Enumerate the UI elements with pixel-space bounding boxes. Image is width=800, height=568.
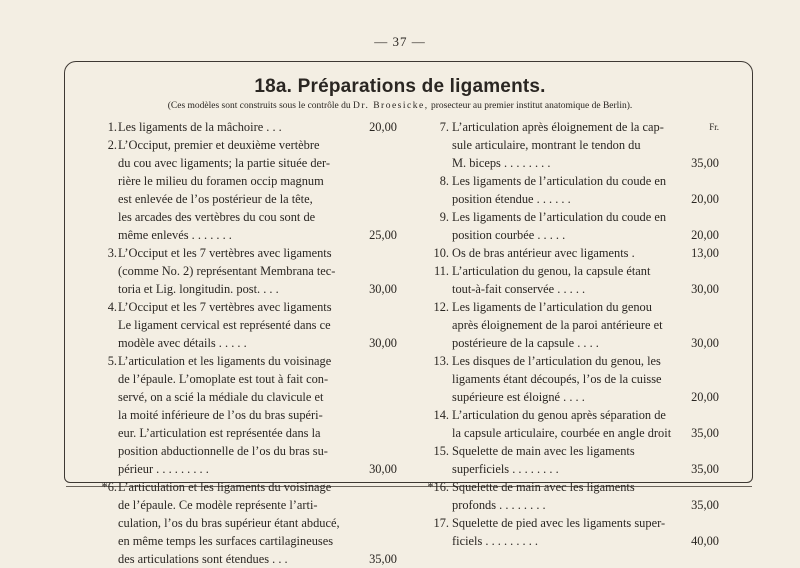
list-item <box>96 478 397 496</box>
list-item <box>96 280 397 298</box>
item-text: L’articulation après éloignement de la cap- <box>452 120 664 134</box>
item-text: Les disques de l’articulation du genou, les <box>452 354 661 368</box>
list-item <box>96 442 397 460</box>
list-item <box>96 334 397 352</box>
item-text: les arcades des vertèbres du cou sont de <box>118 210 316 224</box>
item-text: ligaments étant découpés, l’os de la cuisse <box>452 372 662 386</box>
item-price: 20,00 <box>369 120 397 134</box>
list-item <box>428 388 719 406</box>
list-item <box>96 406 397 424</box>
list-item <box>428 172 719 190</box>
item-text: position courbée . . . . . <box>452 228 566 242</box>
list-item <box>96 172 397 190</box>
item-text: est enlevée de l’os postérieur de la tête, <box>118 192 313 206</box>
item-text: Les ligaments de l’articulation du genou <box>452 300 652 314</box>
item-price: 30,00 <box>369 336 397 350</box>
item-number: 8. <box>439 174 449 188</box>
item-text: Le ligament cervical est représenté dans ce <box>118 318 331 332</box>
item-text: L’articulation du genou, la capsule étant <box>452 264 651 278</box>
list-item <box>96 298 397 316</box>
item-number: 17. <box>433 516 449 530</box>
list-item <box>96 316 397 334</box>
subtitle-name: Dr. Broesicke, <box>352 101 429 111</box>
item-text: de l’épaule. L’omoplate est tout à fait con- <box>118 372 329 386</box>
item-number: *16. <box>427 480 449 494</box>
item-text: de l’épaule. Ce modèle représente l’arti- <box>118 498 318 512</box>
item-text: L’Occiput et les 7 vertèbres avec ligaments <box>118 300 332 314</box>
item-number: 11. <box>433 264 449 278</box>
item-price: 20,00 <box>691 192 719 206</box>
list-item <box>96 208 397 226</box>
item-text: après éloignement de la paroi antérieure et <box>452 318 663 332</box>
item-number: 13. <box>433 354 449 368</box>
item-price: 40,00 <box>691 534 719 548</box>
list-item <box>96 496 397 514</box>
item-text: Les ligaments de la mâchoire . . . <box>118 120 282 134</box>
item-price: 25,00 <box>369 228 397 242</box>
item-number: 3. <box>107 246 117 260</box>
list-item <box>428 208 719 226</box>
item-number: *6. <box>101 480 117 494</box>
list-item <box>428 118 719 136</box>
currency-label: Fr. <box>709 122 719 132</box>
item-text: position étendue . . . . . . <box>452 192 571 206</box>
list-item <box>428 244 719 262</box>
list-item <box>96 388 397 406</box>
item-price: 35,00 <box>369 552 397 566</box>
item-text: eur. L’articulation est représentée dans la <box>118 426 321 440</box>
item-text: la capsule articulaire, courbée en angle droit <box>452 426 672 440</box>
item-price: 13,00 <box>691 246 719 260</box>
item-text: toria et Lig. longitudin. post. . . . <box>118 282 279 296</box>
item-text: supérieure est éloigné . . . . <box>452 390 585 404</box>
item-text: des articulations sont étendues . . . <box>118 552 288 566</box>
item-number: 9. <box>439 210 449 224</box>
item-number: 14. <box>433 408 449 422</box>
item-text: rière le milieu du foramen occip magnum <box>118 174 324 188</box>
item-price: 20,00 <box>691 228 719 242</box>
right-column <box>428 118 719 550</box>
list-item <box>428 136 719 154</box>
page-number: — 37 — <box>374 34 426 49</box>
item-text: Les ligaments de l’articulation du coude en <box>452 210 667 224</box>
list-item <box>428 532 719 550</box>
item-text: servé, on a scié la médiale du clavicule et <box>118 390 324 404</box>
item-text: superficiels . . . . . . . . <box>452 462 559 476</box>
subtitle-before: (Ces modèles sont construits sous le contrôle du <box>167 101 351 111</box>
list-item <box>96 190 397 208</box>
list-item <box>428 442 719 460</box>
item-text: L’articulation et les ligaments du voisinage <box>118 354 332 368</box>
list-item <box>96 226 397 244</box>
list-item <box>428 280 719 298</box>
list-item <box>428 460 719 478</box>
item-text: même enlevés . . . . . . . <box>118 228 232 242</box>
item-text: ficiels . . . . . . . . . <box>452 534 539 548</box>
list-item <box>96 514 397 532</box>
item-price: 35,00 <box>691 462 719 476</box>
list-item <box>428 334 719 352</box>
list-item <box>428 154 719 172</box>
item-text: profonds . . . . . . . . <box>452 498 546 512</box>
item-text: du cou avec ligaments; la partie située der- <box>118 156 331 170</box>
list-item <box>428 514 719 532</box>
item-text: Squelette de main avec les ligaments <box>452 480 635 494</box>
item-text: tout-à-fait conservée . . . . . <box>452 282 586 296</box>
list-item <box>428 226 719 244</box>
item-price: 20,00 <box>691 390 719 404</box>
item-text: la moité inférieure de l’os du bras supéri- <box>118 408 323 422</box>
list-item <box>428 406 719 424</box>
list-item <box>428 370 719 388</box>
list-item <box>96 136 397 154</box>
item-text: Squelette de main avec les ligaments <box>452 444 635 458</box>
item-price: 35,00 <box>691 498 719 512</box>
item-text: périeur . . . . . . . . . <box>118 462 209 476</box>
item-text: sule articulaire, montrant le tendon du <box>452 138 641 152</box>
item-text: Les ligaments de l’articulation du coude en <box>452 174 667 188</box>
item-number: 10. <box>433 246 449 260</box>
item-number: 5. <box>107 354 117 368</box>
item-price: 30,00 <box>369 462 397 476</box>
item-price: 30,00 <box>369 282 397 296</box>
list-item <box>428 478 719 496</box>
list-item <box>96 154 397 172</box>
item-number: 7. <box>439 120 449 134</box>
item-text: postérieure de la capsule . . . . <box>452 336 599 350</box>
list-item <box>96 118 397 136</box>
item-text: Squelette de pied avec les ligaments super- <box>452 516 666 530</box>
item-text: en même temps les surfaces cartilagineuses <box>118 534 334 548</box>
list-item <box>96 370 397 388</box>
left-column <box>96 118 397 568</box>
item-price: 30,00 <box>691 336 719 350</box>
item-text: L’Occiput, premier et deuxième vertèbre <box>118 138 320 152</box>
item-price: 30,00 <box>691 282 719 296</box>
list-item <box>428 262 719 280</box>
item-text: modèle avec détails . . . . . <box>118 336 247 350</box>
list-item <box>96 424 397 442</box>
item-text: L’articulation et les ligaments du voisinage <box>118 480 332 494</box>
list-item <box>428 424 719 442</box>
item-number: 4. <box>107 300 117 314</box>
item-number: 15. <box>433 444 449 458</box>
section-subtitle <box>0 101 800 111</box>
item-price: 35,00 <box>691 426 719 440</box>
item-number: 12. <box>433 300 449 314</box>
list-item <box>96 550 397 568</box>
item-number: 1. <box>107 120 117 134</box>
item-text: L’Occiput et les 7 vertèbres avec ligaments <box>118 246 332 260</box>
item-text: L’articulation du genou après séparation de <box>452 408 666 422</box>
item-text: Os de bras antérieur avec ligaments . <box>452 246 635 260</box>
item-text: position abductionnelle de l’os du bras su- <box>118 444 328 458</box>
item-number: 2. <box>107 138 117 152</box>
list-item <box>96 532 397 550</box>
list-item <box>428 298 719 316</box>
subtitle-after: prosecteur au premier institut anatomique de Berlin). <box>430 101 633 111</box>
list-item <box>428 496 719 514</box>
item-text: culation, l’os du bras supérieur étant abducé, <box>118 516 340 530</box>
list-item <box>96 460 397 478</box>
section-title: 18a. Préparations de ligaments. <box>254 76 546 97</box>
list-item <box>96 262 397 280</box>
list-item <box>96 244 397 262</box>
item-price: 35,00 <box>691 156 719 170</box>
list-item <box>428 190 719 208</box>
list-item <box>428 316 719 334</box>
list-item <box>428 352 719 370</box>
item-text: (comme No. 2) représentant Membrana tec- <box>118 264 336 278</box>
list-item <box>96 352 397 370</box>
item-text: M. biceps . . . . . . . . <box>452 156 551 170</box>
